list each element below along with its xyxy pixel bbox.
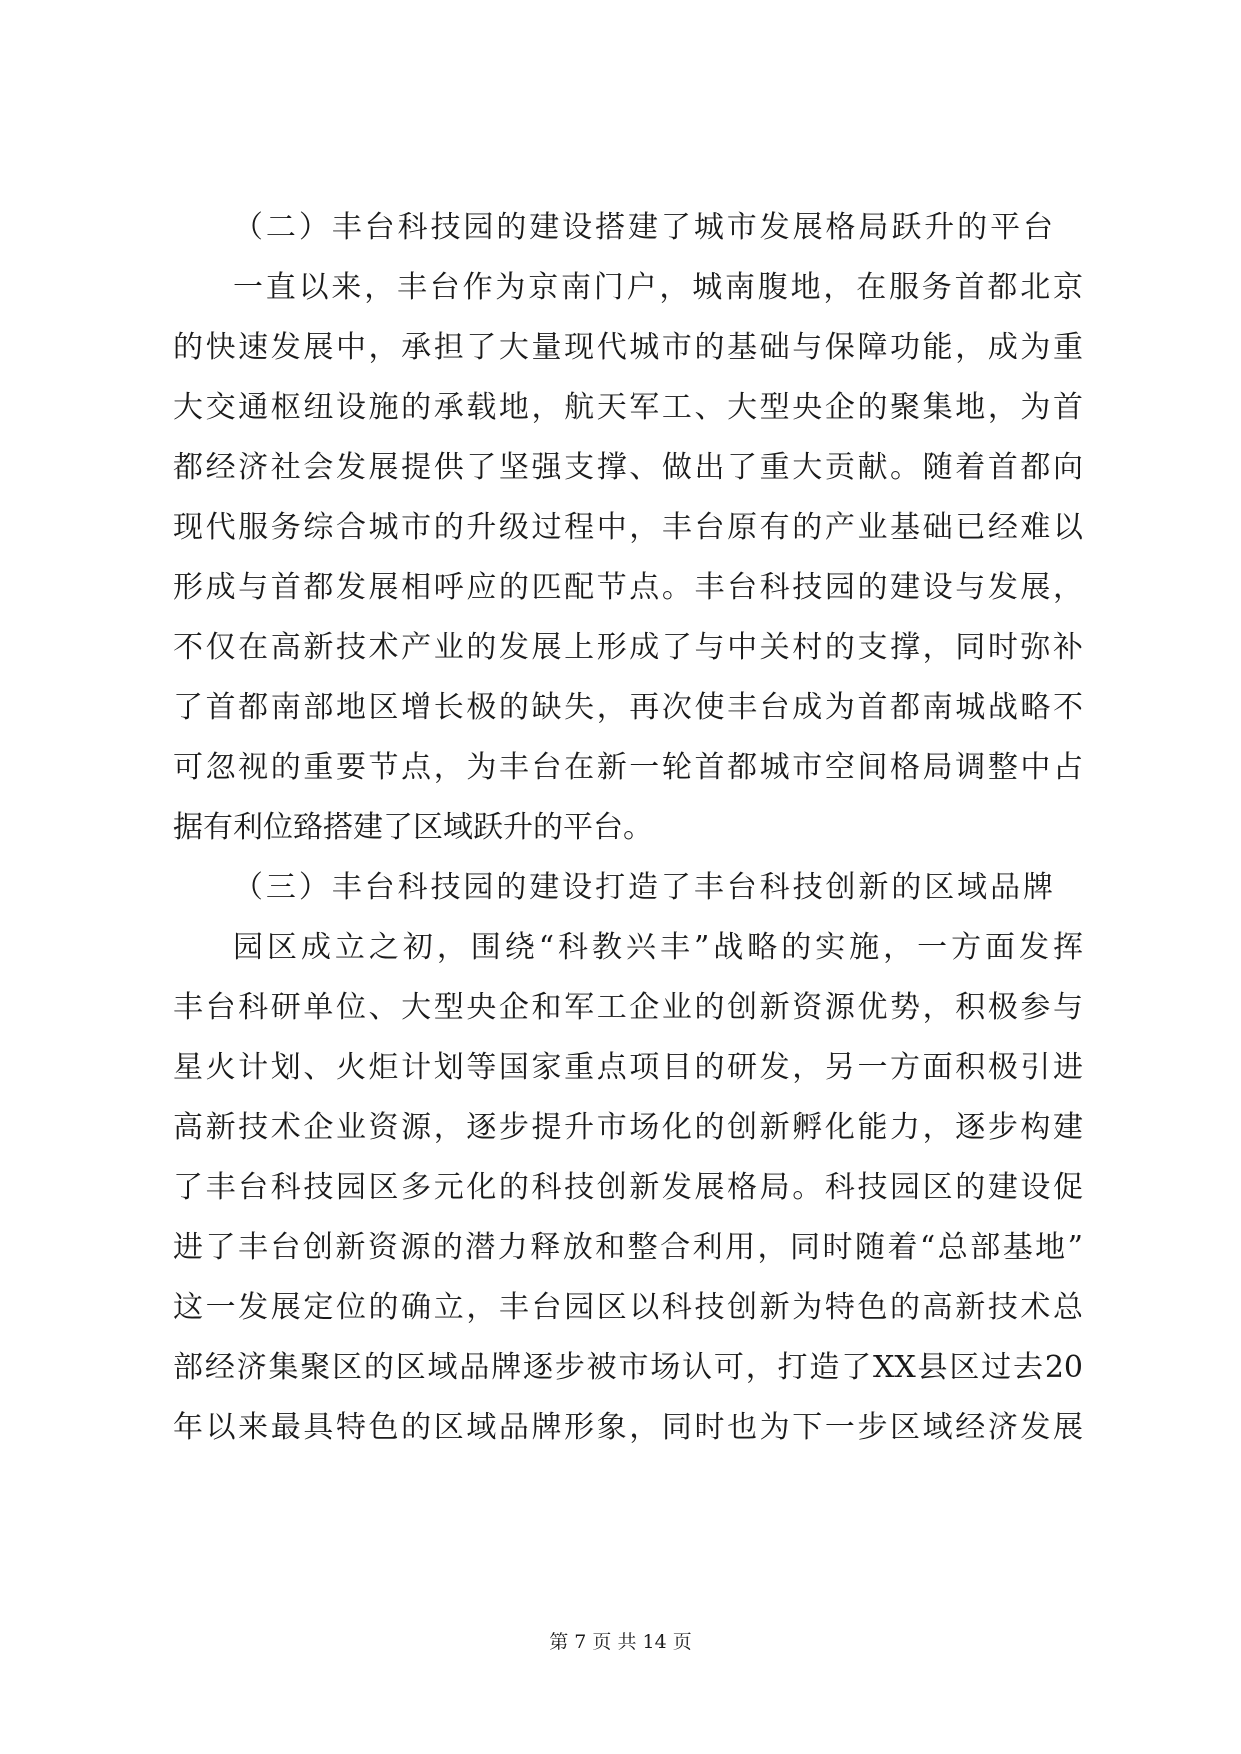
paragraph-line: 高新技术企业资源，逐步提升市场化的创新孵化能力，逐步构建 (173, 1110, 1083, 1145)
paragraph-line: 丰台科研单位、大型央企和军工企业的创新资源优势，积极参与 (173, 990, 1083, 1025)
paragraph-line: 了首都南部地区增长极的缺失，再次使丰台成为首都南城战略不 (173, 690, 1083, 725)
paragraph-line: 形成与首都发展相呼应的匹配节点。丰台科技园的建设与发展， (173, 570, 1083, 605)
paragraph-line: 年以来最具特色的区域品牌形象，同时也为下一步区域经济发展 (173, 1410, 1083, 1445)
paragraph-line: 大交通枢纽设施的承载地，航天军工、大型央企的聚集地，为首 (173, 390, 1083, 425)
paragraph-line: 星火计划、火炬计划等国家重点项目的研发，另一方面积极引进 (173, 1050, 1083, 1085)
section-heading-2: （二）丰台科技园的建设搭建了城市发展格局跃升的平台 (233, 210, 1053, 245)
paragraph-line: 了丰台科技园区多元化的科技创新发展格局。科技园区的建设促 (173, 1170, 1083, 1205)
paragraph-line: 都经济社会发展提供了坚强支撑、做出了重大贡献。随着首都向 (173, 450, 1083, 485)
section-heading-3: （三）丰台科技园的建设打造了丰台科技创新的区域品牌 (233, 870, 1053, 905)
paragraph-line: 的快速发展中，承担了大量现代城市的基础与保障功能，成为重 (173, 330, 1083, 365)
paragraph-line: 可忽视的重要节点，为丰台在新一轮首都城市空间格局调整中占 (173, 750, 1083, 785)
paragraph-line: 据有利位臵搭建了区域跃升的平台。 (173, 810, 653, 845)
paragraph-line: 这一发展定位的确立，丰台园区以科技创新为特色的高新技术总 (173, 1290, 1083, 1325)
paragraph-line: 部经济集聚区的区域品牌逐步被市场认可，打造了XX县区过去20 (173, 1350, 1083, 1385)
paragraph-line: 现代服务综合城市的升级过程中，丰台原有的产业基础已经难以 (173, 510, 1083, 545)
page-footer: 第 7 页 共 14 页 (549, 1631, 692, 1653)
paragraph-line: 一直以来，丰台作为京南门户，城南腹地，在服务首都北京 (233, 270, 1083, 305)
paragraph-line: 不仅在高新技术产业的发展上形成了与中关村的支撑，同时弥补 (173, 630, 1083, 665)
paragraph-line: 进了丰台创新资源的潜力释放和整合利用，同时随着“总部基地” (173, 1230, 1083, 1265)
paragraph-line: 园区成立之初，围绕“科教兴丰”战略的实施，一方面发挥 (233, 930, 1083, 965)
